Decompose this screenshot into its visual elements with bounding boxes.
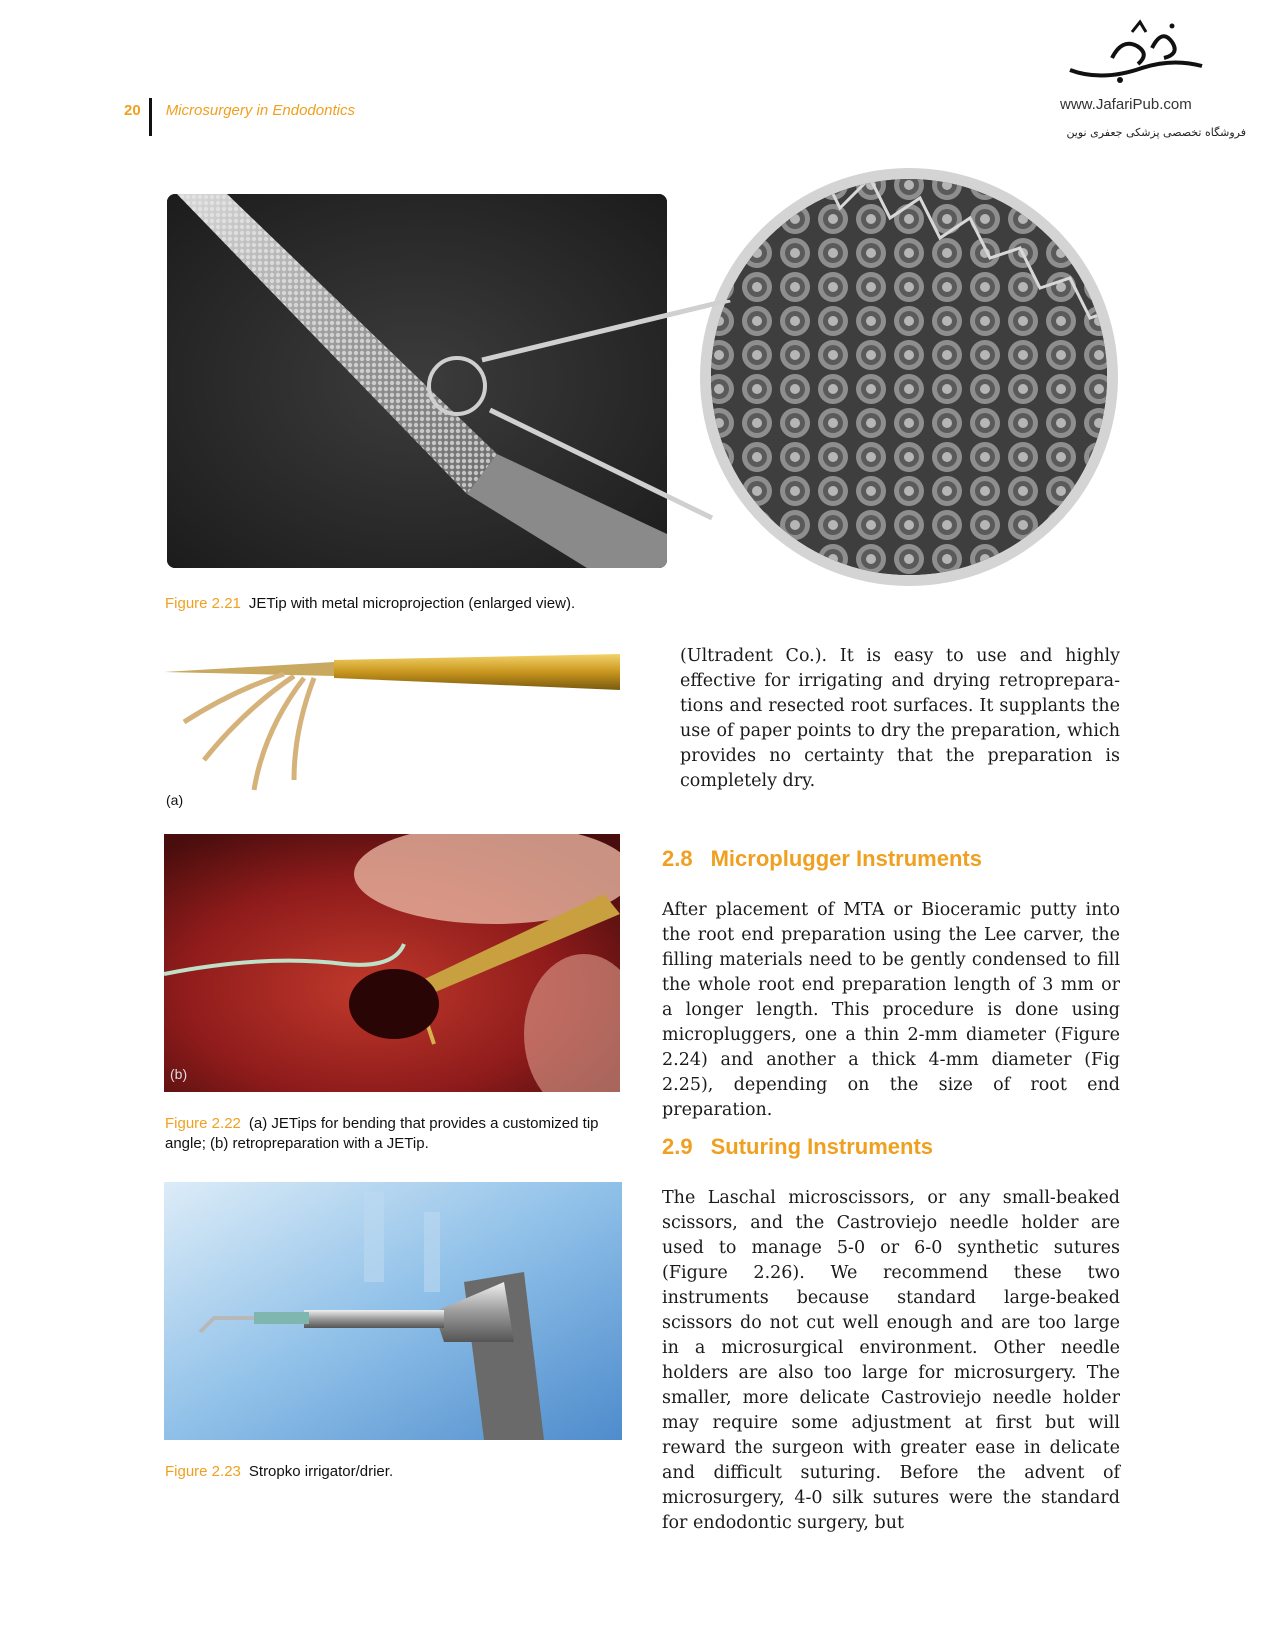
- section-2-9-number: 2.9: [662, 1134, 693, 1159]
- figure-2-21-caption: [165, 594, 685, 614]
- section-2-8-paragraph: After placement of MTA or Bioceramic putty into the root end preparation using the Lee carver, the filling materials need to be gently condensed to fill the whole root end preparation length of 3 mm or a longer length. This procedure is done using micropluggers, one a thin 2-mm diameter (Figure 2.24) and another a thick 4-mm diameter (Fig 2.25), depending on the size of root end preparation.: [662, 900, 1120, 1120]
- section-2-9-paragraph: The Laschal microscissors, or any small-beaked scissors, and the Castroviejo needle holder are used to manage 5-0 or 6-0 synthetic sutures (Figure 2.26). We recommend these two instruments because standard large-beaked scissors do not cut well enough and are too large in a microsurgical environment. Other needle holders are also too large for microsurgery. The smaller, more delicate Castroviejo needle holder may require some adjustment at first but will reward the surgeon with greater ease in delicate and difficult suturing. Before the advent of microsurgery, 4-0 silk sutures were the standard for endodontic surgery, but: [662, 1188, 1120, 1533]
- calligraphy-logo-icon: [1062, 18, 1212, 90]
- section-2-9-heading: [662, 1134, 933, 1160]
- callout-lines: [480, 300, 740, 520]
- figure-2-22b-image: [164, 834, 620, 1092]
- section-2-8-heading: [662, 846, 982, 872]
- figure-2-21-zoom: [700, 168, 1118, 586]
- section-2-9-title: Suturing Instruments: [710, 1134, 934, 1159]
- figure-2-22-label: Figure 2.22: [165, 1115, 241, 1132]
- figure-2-21-label: Figure 2.21: [165, 595, 241, 612]
- figure-2-23-text: Stropko irrigator/drier.: [248, 1463, 394, 1480]
- figure-2-23-label: Figure 2.23: [165, 1463, 241, 1480]
- figure-2-23-image: [164, 1182, 622, 1440]
- running-header: [124, 98, 355, 136]
- figure-2-22a-image: [164, 650, 620, 800]
- figure-2-21-text: JETip with metal microprojection (enlarged view).: [248, 595, 576, 612]
- page-number: 20: [124, 102, 141, 119]
- section-2-8-title: Microplugger Instruments: [710, 846, 982, 871]
- figure-2-22-sublabel-b: (b): [170, 1066, 188, 1082]
- figure-2-22-text: (a) JETips for bending that provides a customized tip angle; (b) retropreparation with a JETip.: [165, 1115, 599, 1152]
- publisher-persian-text: فروشگاه تخصصی پزشکی جعفری نوین: [1066, 126, 1246, 139]
- publisher-url[interactable]: www.JafariPub.com: [1060, 96, 1192, 113]
- figure-2-22-sublabel-a: (a): [166, 792, 184, 808]
- publisher-logo: [1046, 18, 1246, 140]
- header-divider: [149, 98, 152, 136]
- figure-2-23-caption: [165, 1462, 625, 1482]
- running-title: Microsurgery in Endodontics: [165, 102, 355, 119]
- intro-paragraph: (Ultradent Co.). It is easy to use and highly effective for irrigating and drying retropreparations and resected root surfaces. It supplants the use of paper points to dry the preparation, which provides no certainty that the preparation is completely dry.: [680, 646, 1120, 791]
- section-2-8-number: 2.8: [662, 846, 693, 871]
- figure-2-22-caption: [165, 1114, 625, 1154]
